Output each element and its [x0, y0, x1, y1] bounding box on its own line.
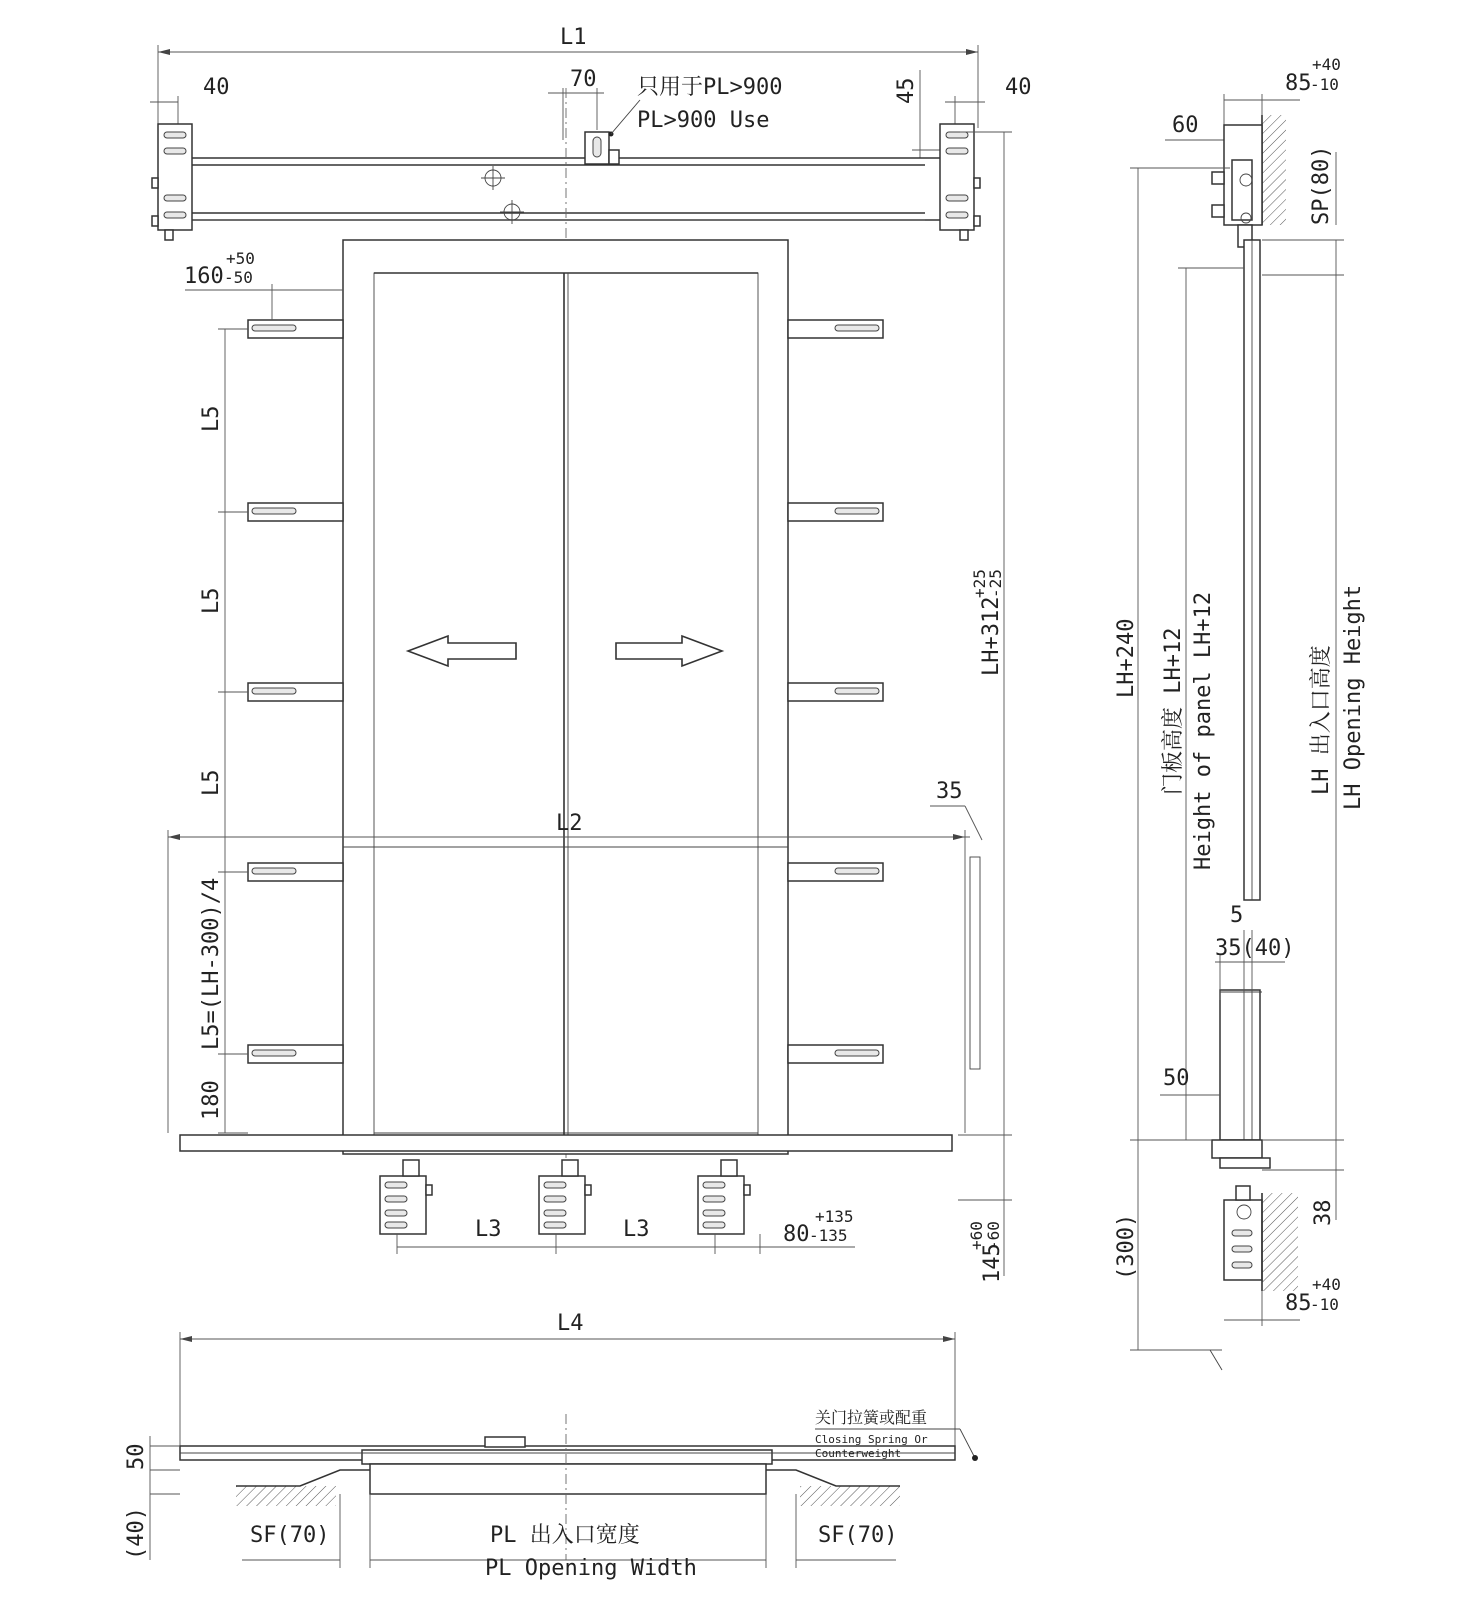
label-pl900-cn: 只用于PL>900	[637, 75, 783, 100]
label-40-left: 40	[203, 75, 230, 100]
label-LH-cn: LH 出入口高度	[1309, 645, 1334, 795]
label-45: 45	[894, 77, 919, 104]
label-L3-1: L3	[475, 1217, 502, 1242]
label-70: 70	[570, 67, 597, 92]
label-L5-2: L5	[199, 587, 224, 614]
label-PL-cn: PL 出入口宽度	[490, 1523, 640, 1548]
label-side60: 60	[1172, 113, 1199, 138]
label-180: 180	[199, 1080, 224, 1120]
label-side85-tol-dn: -10	[1310, 75, 1339, 94]
label-SF-left: SF(70)	[250, 1523, 330, 1548]
label-160-tol-up: +50	[226, 249, 255, 268]
label-L5-3: L5	[199, 769, 224, 796]
label-side85b: 85	[1285, 1291, 1312, 1316]
label-side85b-tol-dn: -10	[1310, 1295, 1339, 1314]
label-side85b-tol-up: +40	[1312, 1275, 1341, 1294]
label-80-tol-dn: -135	[809, 1226, 848, 1245]
label-LH312-tol-dn: -25	[986, 569, 1005, 598]
label-35: 35	[936, 779, 963, 804]
label-160: 160	[184, 264, 224, 289]
label-L4: L4	[557, 1311, 584, 1336]
label-L5-formula: L5=(LH-300)/4	[199, 877, 224, 1050]
label-160-tol-dn: -50	[224, 268, 253, 287]
label-side85: 85	[1285, 71, 1312, 96]
label-80: 80	[783, 1222, 810, 1247]
label-LH240: LH+240	[1114, 618, 1139, 698]
label-PL-en: PL Opening Width	[485, 1556, 697, 1581]
label-40-right: 40	[1005, 75, 1032, 100]
label-closing-cn: 关门拉簧或配重	[815, 1408, 928, 1427]
label-closing-en1: Closing Spring Or	[815, 1433, 928, 1446]
label-side5: 5	[1230, 903, 1244, 928]
label-LH312: LH+312	[979, 596, 1004, 676]
label-closing-en2: Counterweight	[815, 1447, 902, 1460]
label-145-tol-dn: -60	[984, 1221, 1003, 1250]
label-SP80: SP(80)	[1309, 145, 1334, 225]
label-SF-right: SF(70)	[818, 1523, 898, 1548]
label-80-tol-up: +135	[815, 1207, 854, 1226]
label-panel-en: Height of panel LH+12	[1191, 591, 1216, 870]
label-L3-2: L3	[623, 1217, 650, 1242]
label-pl900-en: PL>900 Use	[637, 108, 770, 133]
label-L2: L2	[556, 811, 583, 836]
label-145-tol-up: +60	[967, 1221, 986, 1250]
label-L1: L1	[560, 25, 587, 50]
label-145: 145	[980, 1243, 1005, 1283]
label-LH-en: LH Opening Height	[1341, 584, 1366, 810]
label-side300: (300)	[1114, 1213, 1139, 1280]
label-side85-tol-up: +40	[1312, 55, 1341, 74]
label-40-plan: (40)	[124, 1507, 149, 1560]
label-side35-40: 35(40)	[1215, 936, 1295, 961]
label-side50: 50	[1163, 1066, 1190, 1091]
label-LH312-tol-up: +25	[970, 569, 989, 598]
label-L5-1: L5	[199, 405, 224, 432]
label-panel-cn: 门板高度 LH+12	[1161, 627, 1186, 795]
label-side38: 38	[1311, 1199, 1336, 1226]
label-50-plan: 50	[124, 1443, 149, 1470]
